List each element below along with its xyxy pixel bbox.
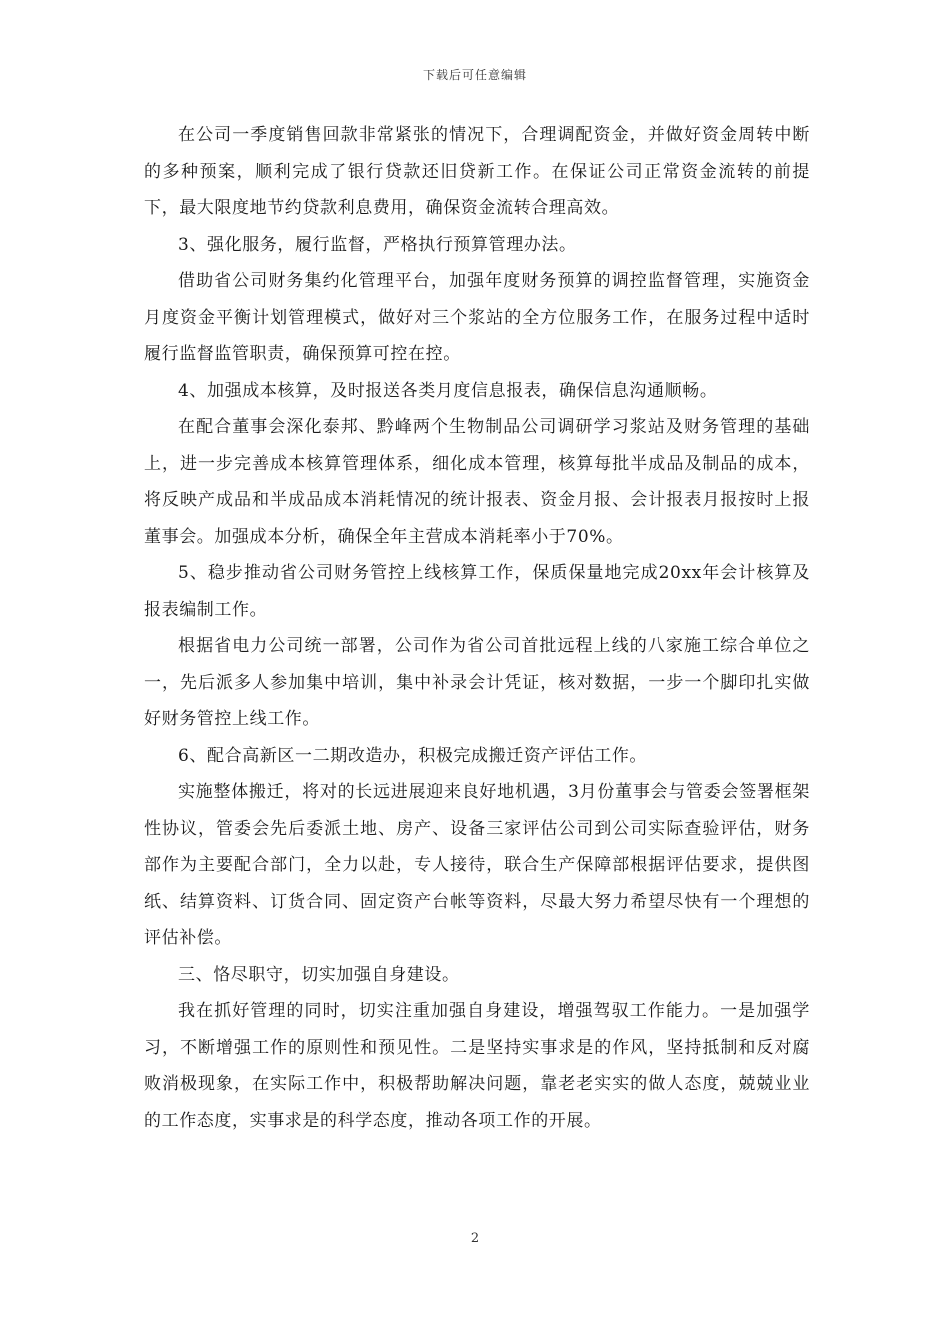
page-number: 2 <box>470 1231 480 1246</box>
paragraph: 借助省公司财务集约化管理平台，加强年度财务预算的调控监督管理，实施资金月度资金平衡计划管理模式，做好对三个浆站的全方位服务工作，在服务过程中适时履行监督监管职责，确保预算可控在控。 <box>144 271 810 364</box>
section-heading: 4、加强成本核算，及时报送各类月度信息报表，确保信息沟通顺畅。 <box>178 380 718 401</box>
section-heading: 3、强化服务，履行监督，严格执行预算管理办法。 <box>178 234 577 255</box>
paragraph: 根据省电力公司统一部署，公司作为省公司首批远程上线的八家施工综合单位之一，先后派多人参加集中培训，集中补录会计凭证，核对数据，一步一个脚印扎实做好财务管控上线工作。 <box>144 636 810 729</box>
document-body <box>144 117 810 1139</box>
paragraph: 我在抓好管理的同时，切实注重加强自身建设，增强驾驭工作能力。一是加强学习，不断增强工作的原则性和预见性。二是坚持实事求是的作风，坚持抵制和反对腐败消极现象，在实际工作中，积极帮助解决问题，靠老老实实的做人态度，兢兢业业的工作态度，实事求是的科学态度，推动各项工作的开展。 <box>144 1001 810 1131</box>
paragraph: 在公司一季度销售回款非常紧张的情况下，合理调配资金，并做好资金周转中断的多种预案，顺利完成了银行贷款还旧贷新工作。在保证公司正常资金流转的前提下，最大限度地节约贷款利息费用，确保资金流转合理高效。 <box>144 125 810 218</box>
page-header: 下载后可任意编辑 <box>422 68 527 82</box>
section-heading: 三、恪尽职守，切实加强自身建设。 <box>178 964 460 985</box>
paragraph: 实施整体搬迁，将对的长远进展迎来良好地机遇，3月份董事会与管委会签署框架性协议，管委会先后委派土地、房产、设备三家评估公司到公司实际查验评估，财务部作为主要配合部门，全力以赴，专人接待，联合生产保障部根据评估要求，提供图纸、结算资料、订货合同、固定资产台帐等资料，尽最大努力希望尽快有一个理想的评估补偿。 <box>144 782 810 948</box>
section-heading: 6、配合高新区一二期改造办，积极完成搬迁资产评估工作。 <box>178 745 648 766</box>
paragraph: 在配合董事会深化泰邦、黔峰两个生物制品公司调研学习浆站及财务管理的基础上，进一步完善成本核算管理体系，细化成本管理，核算每批半成品及制品的成本，将反映产成品和半成品成本消耗情况的统计报表、资金月报、会计报表月报按时上报董事会。加强成本分析，确保全年主营成本消耗率小于70%。 <box>144 417 810 547</box>
section-heading: 5、稳步推动省公司财务管控上线核算工作，保质保量地完成20xx年会计核算及报表编制工作。 <box>144 563 810 620</box>
